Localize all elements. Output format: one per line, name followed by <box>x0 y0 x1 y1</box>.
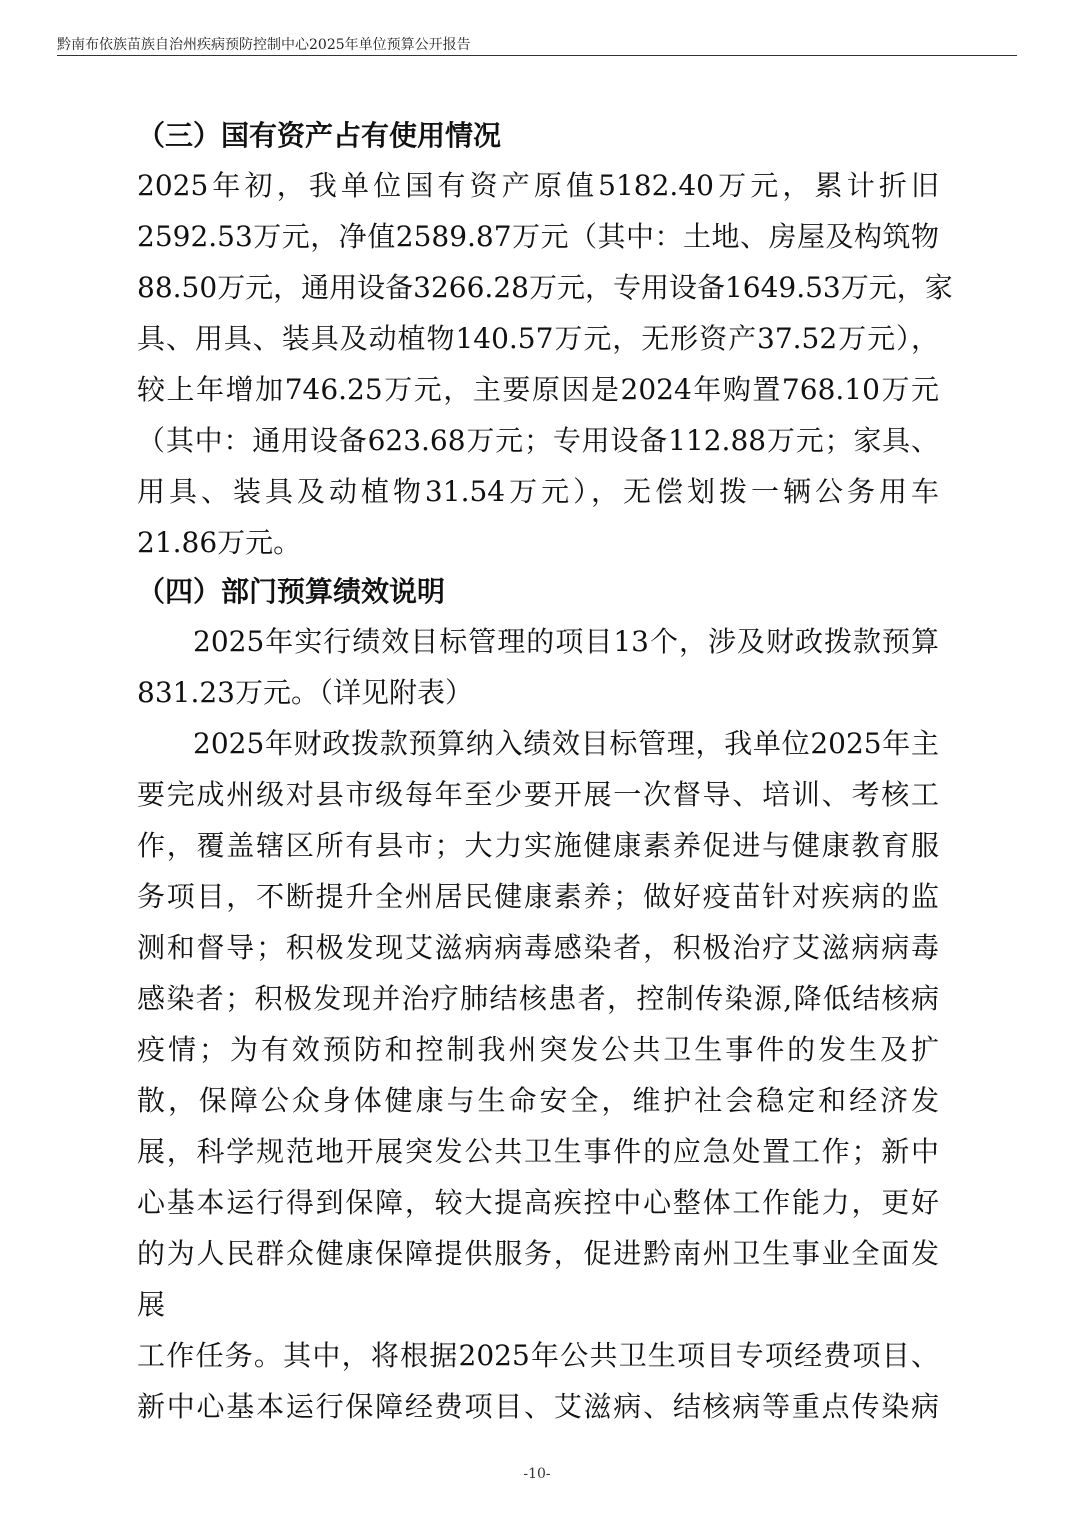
page-header: 黔南布依族苗族自治州疾病预防控制中心2025年单位预算公开报告 <box>57 37 471 53</box>
paragraph-line: 较上年增加746.25万元，主要原因是2024年购置768.10万元 <box>137 373 939 406</box>
paragraph-line: （其中：通用设备623.68万元；专用设备112.88万元；家具、 <box>137 424 939 457</box>
paragraph-line: 工作任务。其中，将根据2025年公共卫生项目专项经费项目、 <box>137 1339 939 1372</box>
paragraph-line: 具、用具、装具及动植物140.57万元，无形资产37.52万元）， <box>137 322 939 355</box>
paragraph-line: 心基本运行得到保障，较大提高疾控中心整体工作能力，更好 <box>137 1186 939 1219</box>
paragraph-line: 测和督导；积极发现艾滋病病毒感染者，积极治疗艾滋病病毒 <box>137 931 939 964</box>
paragraph-line: 展 <box>137 1288 166 1321</box>
paragraph-line: 展，科学规范地开展突发公共卫生事件的应急处置工作；新中 <box>137 1135 939 1168</box>
page-number: -10- <box>523 1466 551 1482</box>
paragraph-line: 务项目，不断提升全州居民健康素养；做好疫苗针对疾病的监 <box>137 880 939 913</box>
paragraph-line: 疫情；为有效预防和控制我州突发公共卫生事件的发生及扩 <box>137 1033 939 1066</box>
paragraph-line: 831.23万元。（详见附表） <box>137 676 473 709</box>
paragraph-line: 2025年实行绩效目标管理的项目13个，涉及财政拨款预算 <box>193 625 939 658</box>
paragraph-line: 的为人民群众健康保障提供服务，促进黔南州卫生事业全面发 <box>137 1237 939 1270</box>
paragraph-line: 要完成州级对县市级每年至少要开展一次督导、培训、考核工 <box>137 778 939 811</box>
header-divider <box>57 55 1017 56</box>
paragraph-line: 感染者；积极发现并治疗肺结核患者，控制传染源,降低结核病 <box>137 982 939 1015</box>
paragraph-line: 2592.53万元，净值2589.87万元（其中：土地、房屋及构筑物 <box>137 220 939 253</box>
paragraph-line: 2025年财政拨款预算纳入绩效目标管理，我单位2025年主 <box>193 727 939 760</box>
paragraph-line: 2025年初，我单位国有资产原值5182.40万元，累计折旧 <box>137 169 939 202</box>
paragraph-line: 新中心基本运行保障经费项目、艾滋病、结核病等重点传染病 <box>137 1390 939 1423</box>
paragraph-line: 散，保障公众身体健康与生命安全，维护社会稳定和经济发 <box>137 1084 939 1117</box>
section-heading-assets: （三）国有资产占有使用情况 <box>137 119 502 152</box>
section-heading-performance: （四）部门预算绩效说明 <box>137 575 446 608</box>
paragraph-line: 作，覆盖辖区所有县市；大力实施健康素养促进与健康教育服 <box>137 829 939 862</box>
paragraph-line: 用具、装具及动植物31.54万元），无偿划拨一辆公务用车 <box>137 475 939 508</box>
paragraph-line: 88.50万元，通用设备3266.28万元，专用设备1649.53万元，家 <box>137 271 953 304</box>
paragraph-line: 21.86万元。 <box>137 526 302 559</box>
